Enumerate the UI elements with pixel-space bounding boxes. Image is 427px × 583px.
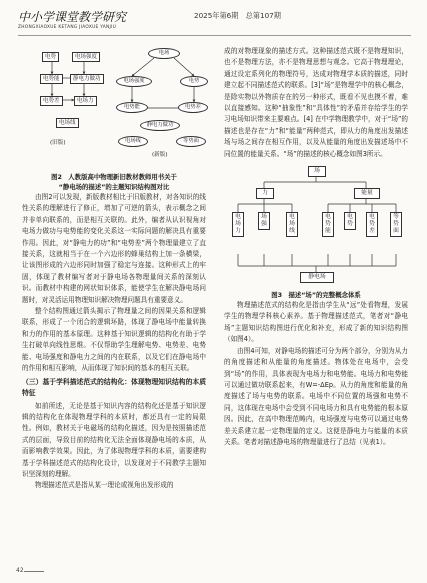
left-column	[22, 46, 206, 492]
fig3-electrostatic-field: 静电场	[300, 272, 334, 283]
fig3-leaf-equipotential: 等势面	[390, 212, 402, 237]
new-node-potential-energy: 电势能	[116, 102, 148, 113]
fig3-leaf-electric-force: 电场力	[232, 212, 244, 237]
journal-banner: 中小学课堂教学研究	[18, 10, 127, 24]
paragraph: 由图4可知，对静电场的描述可分为两个部分，分别为从力的角度描述和从能量的角度描述。物体处在电场中，会受到“场”的作用，具体表现为电场力和电势能。电场力和电势能可以通过做功联系起来，有W=-ΔEp。从力的角度和能量的角度描述了场与电势的联系。电场中不同位置的场强和电势不同，这体现在电场中会受到不同电场力和具有电势能的根本原因。因此，在高中物理范畴内，电场强度与电势可以通过电势差关系建立起一定物理量的定义。这便是静电力与能量的本质关系。笔者对描述静电场的物理量进行了总结（见表1）。	[224, 346, 408, 446]
fig3-leaf-field-line: 电场线	[286, 212, 298, 237]
old-node-field-line: 电场线	[56, 118, 79, 128]
new-node-field-line: 电场线	[118, 136, 148, 147]
figure-3	[224, 162, 408, 290]
figure-2-caption-line1: 图2 人教版高中物理新旧教材教师用书关于	[51, 173, 177, 181]
new-node-work: 静电力做功	[140, 120, 180, 131]
old-node-work: 静电力做功	[70, 74, 104, 84]
new-node-field-strength: 电场强度	[116, 76, 152, 87]
fig3-root-field: 场	[308, 166, 326, 177]
old-node-potential: 电势	[42, 52, 59, 62]
new-node-potential-difference: 电势差	[178, 102, 208, 113]
figure-3-caption: 图3 描述“场”的完整概念体系	[271, 291, 361, 300]
paragraph: 物理描述范式是指从某一理论或视角出发形成的	[35, 481, 174, 490]
section-heading: （三）基于学科描述范式的结构化：体现物理知识结构的本质特征	[22, 377, 206, 397]
fig3-force: 力	[256, 188, 274, 199]
new-version-label: (新版)	[152, 152, 168, 158]
old-node-electric-force: 电场力	[74, 96, 97, 106]
fig3-energy: 能量	[354, 188, 380, 199]
figure-3-connectors	[224, 162, 408, 290]
paragraph: 整个结构图通过箭头揭示了物理量之间的因果关系和逻辑联系，形成了一个闭合的逻辑环路，体现了静电场中能量转换和力的作用的基本原理。这种基于知识逻辑的结构化有助于学生打破单向线性思维。不仅帮助学生理解电势、电势差、电势能、电场强度和静电力之间的内在联系，以及它们在静电场中的作用和相互影响，从而体现了知识间的基本的相互关联。	[22, 307, 206, 373]
old-version-label: (旧版)	[50, 140, 66, 146]
header-divider	[18, 35, 411, 36]
fig3-leaf-potential-energy: 电势能	[322, 212, 334, 237]
page-number: 42	[16, 567, 24, 574]
fig3-leaf-potential: 电势	[344, 212, 356, 230]
new-node-equipotential: 等势面	[176, 136, 206, 147]
figure-2-caption-line2: “静电场的描述”的主题知识结构图对比	[58, 183, 170, 191]
old-node-potential-energy: 电势能	[40, 74, 63, 84]
fig3-leaf-potential-difference: 电势差	[366, 212, 378, 237]
issue-info: 2025年第6期 总第107期	[194, 11, 281, 20]
page-number-rule	[24, 571, 44, 572]
paragraph: 如前所述，无论是基于知识内容的结构化还是基于知识逻辑的结构化在体现物理学科的本质时，都还具有一定的局限性。例如，教材关于电磁场的结构化描述，因为是按照描述范式的层面，导致目前的结构化无法全面体现静电场的本质，从而影响教学效果。因此，为了体现物理学科的本质，需要建构基于学科描述范式的结构化设计，以发现对于不同教学主题知识坚深刻的理解。	[22, 401, 206, 478]
journal-subtitle: ZHONGXIAOXUE KETANG JIAOXUE YANJIU	[18, 25, 117, 30]
new-node-potential: 电势	[180, 76, 208, 87]
new-node-field: 电场	[148, 48, 180, 59]
paragraph: 由图2可以发现，新版教材相比于旧版教材，对各知识的线性关系的理解进行了修正，增加了可逆的箭头，表示概念之间并非单向联系的，而是相互关联的。此外，编者从认识视角对电场力做功与电势能的变化关系这一实际问题的解决具有重要作用。因此，对“静电力的功”和“电势差”两个物理量建立了直接关系，这就相当于在一个六边形的蜂巢结构上加一条横梁，让该图形成的六边形同时加强了稳定与连接。这种形式上的牢固，体现了教材编写者对于静电场各物理量间关系的深刻认识。而教材中构建的网状知识体系，能使学生在解决静电场问题时，对灵活运用物理知识解决物理问题具有重要意义。	[22, 193, 206, 304]
right-column	[224, 46, 408, 448]
fig3-leaf-field-strength: 场强	[258, 212, 270, 230]
figure-2	[22, 46, 206, 172]
paragraph: 成的对物理现象的描述方式。这种描述范式既不是物理知识，也不是物理方法，亦不是物理思想与观念。它高于物理理论，通过设定系列化的物理符号，达成对物理学本质的描述，同时建立起不同描述范式的联系。[3]“场”是物理学中的核心概念，是除实物以外物质存在的另一种形式，既看不见也摸不着，难以直接感知。这种“抽象性”和“具体性”的矛盾并存给学生的学习电场知识带来主要难点。[4] 在中学物理教学中，对于“场”的描述也是存在“力”和“能量”两种范式，即从力的角度出发描述场与场之间存在相互作用，以及从能量的角度出发描述场中不同位置的能量关系。“场”的描述的核心概念如图3所示。	[224, 47, 408, 158]
old-node-potential-difference: 电势差	[40, 96, 63, 106]
paragraph: 物理描述范式的结构化是指由学生从“远”处看物理，发展学生的物理学科核心素养。基于物理描述范式，笔者对“静电场”主题知识结构图进行优化和补充，形成了新的知识结构图（如图4）。	[224, 301, 408, 344]
old-node-field-strength: 电场强度	[72, 52, 100, 62]
